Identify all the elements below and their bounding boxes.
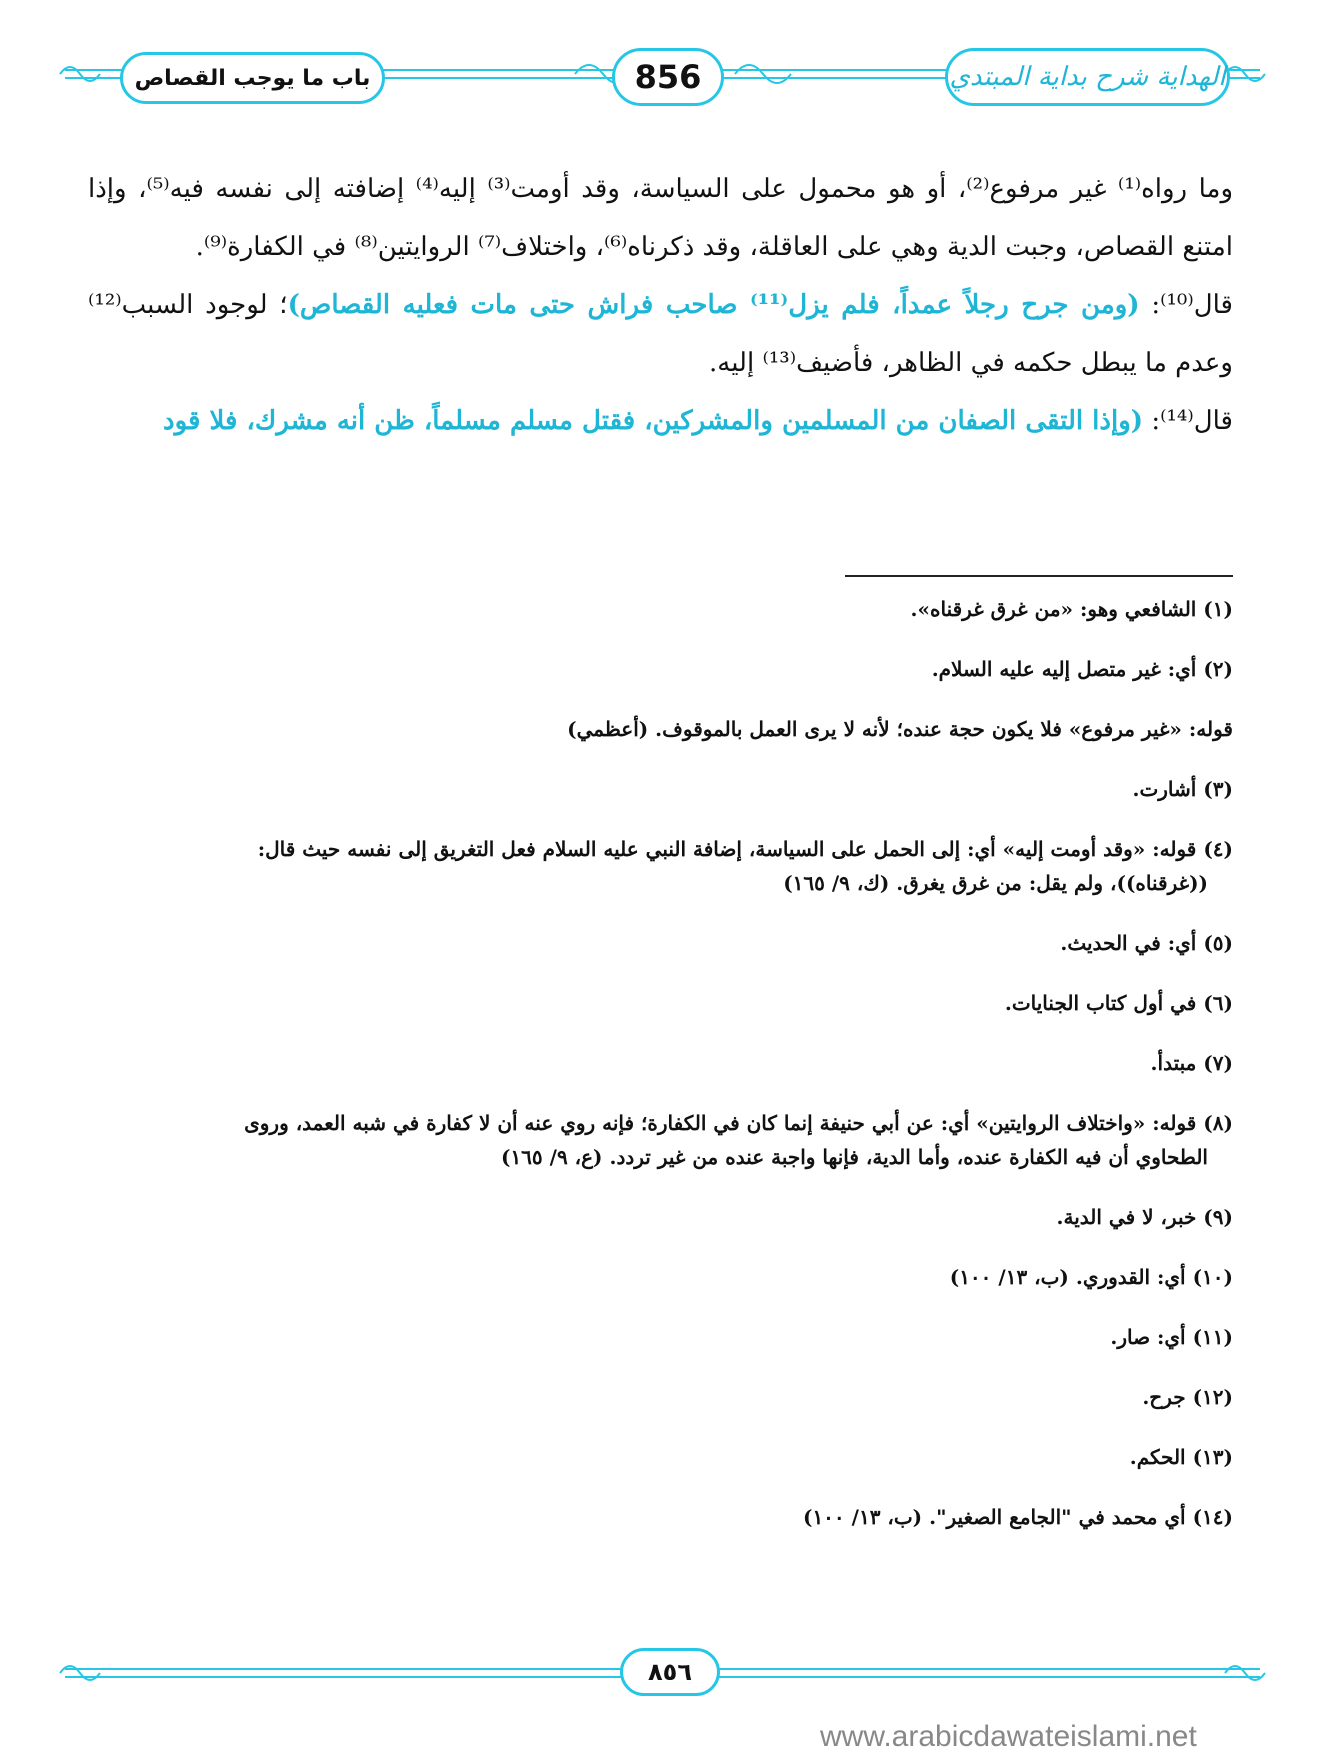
- footnote: قوله: «غير مرفوع» فلا يكون حجة عنده؛ لأنه لا يرى العمل بالموقوف. (أعظمي): [567, 717, 1233, 741]
- footnote: (٤) قوله: «وقد أومت إليه» أي: إلى الحمل على السياسة، إضافة النبي عليه السلام فعل التغريق إلى نفسه حيث قال:: [257, 837, 1233, 861]
- footnotes: [88, 594, 1233, 1562]
- footnote: (٧) مبتدأ.: [1150, 1051, 1233, 1075]
- footnote: (١١) أي: صار.: [1110, 1325, 1233, 1349]
- footnote: (٢) أي: غير متصل إليه عليه السلام.: [931, 657, 1233, 681]
- matn-quote-2: (وإذا التقى الصفان من المسلمين والمشركين، فقتل مسلم مسلماً، ظن أنه مشرك، فلا قود: [163, 406, 1144, 436]
- page-number-bottom: ٨٥٦: [620, 1648, 720, 1696]
- page-number-top: 856: [612, 48, 724, 106]
- footnote: (٣) أشارت.: [1132, 777, 1233, 801]
- footnote-continuation: الطحاوي أن فيه الكفارة عنده، وأما الدية، فإنها واجبة عنده من غير تردد. (ع، ٩/ ١٦٥): [500, 1145, 1208, 1169]
- book-title: الهداية شرح بداية المبتدي: [945, 48, 1230, 106]
- main-text: [88, 160, 1233, 450]
- qala-label: قال⁽¹⁰⁾:: [1139, 290, 1233, 320]
- footnote: (٦) في أول كتاب الجنايات.: [1004, 991, 1233, 1015]
- footnote: (١٠) أي: القدوري. (ب، ١٣/ ١٠٠): [949, 1265, 1233, 1289]
- paragraph-3: [88, 392, 1233, 450]
- footnote: (٨) قوله: «واختلاف الروايتين» أي: عن أبي حنيفة إنما كان في الكفارة؛ فإنه روي عنه أن لا كفارة في شبه العمد، وروى: [244, 1111, 1233, 1135]
- footnote-separator: [845, 575, 1233, 577]
- footnote: (١٣) الحكم.: [1129, 1445, 1233, 1469]
- footnote-continuation: ((غرقناه))، ولم يقل: من غرق يغرق. (ك، ٩/ ١٦٥): [783, 871, 1208, 895]
- footnote: (١٤) أي محمد في "الجامع الصغير". (ب، ١٣/ ١٠٠): [802, 1505, 1233, 1529]
- paragraph-2-rest: ؛ لوجود السبب⁽¹²⁾ وعدم ما يبطل حكمه في الظاهر، فأضيف⁽¹³⁾ إليه.: [88, 290, 1233, 378]
- paragraph-1: وما رواه⁽¹⁾ غير مرفوع⁽²⁾، أو هو محمول على السياسة، وقد أومت⁽³⁾ إليه⁽⁴⁾ إضافته إلى نفسه فيه⁽⁵⁾، وإذا امتنع القصاص، وجبت الدية وهي على العاقلة، وقد ذكرناه⁽⁶⁾، واختلاف⁽⁷⁾ الروايتين⁽⁸⁾ في الكفارة⁽⁹⁾.: [88, 174, 1233, 262]
- footnote: (١) الشافعي وهو: «من غرق غرقناه».: [910, 597, 1233, 621]
- paragraph-2: [88, 276, 1233, 392]
- website-watermark: www.arabicdawateislami.net: [820, 1720, 1197, 1753]
- matn-quote-1: (ومن جرح رجلاً عمداً، فلم يزل⁽¹¹⁾ صاحب فراش حتى مات فعليه القصاص): [287, 290, 1140, 320]
- footnote: (٩) خبر، لا في الدية.: [1056, 1205, 1233, 1229]
- qala-label: قال⁽¹⁴⁾:: [1143, 406, 1233, 436]
- chapter-title: باب ما يوجب القصاص: [120, 52, 385, 104]
- footnote: (١٢) جرح.: [1142, 1385, 1233, 1409]
- footnote: (٥) أي: في الحديث.: [1060, 931, 1233, 955]
